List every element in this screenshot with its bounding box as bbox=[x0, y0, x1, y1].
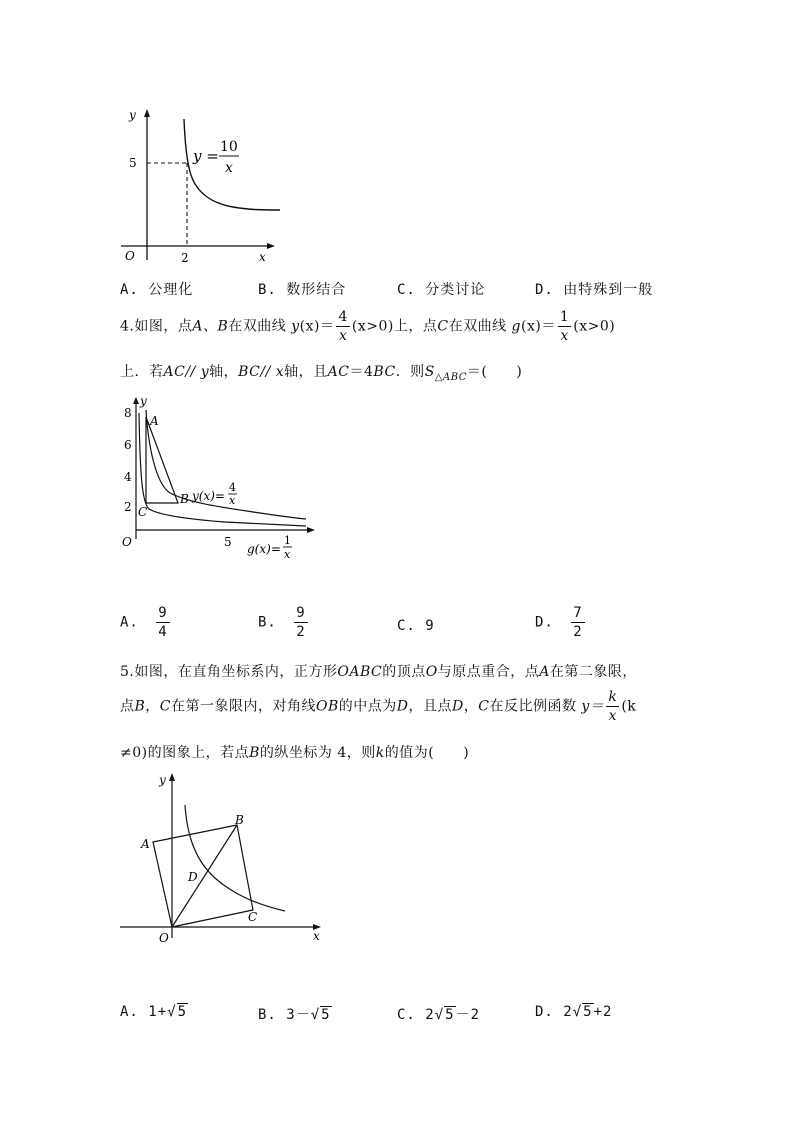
point-d-label: D bbox=[188, 870, 198, 884]
figure-hyperbola-10-over-x bbox=[115, 105, 290, 265]
q5-line-1: 5.如图，在直角坐标系内，正方形OABC的顶点O与原点重合，点A在第二象限， bbox=[120, 664, 637, 680]
y-axis-label: y bbox=[129, 108, 136, 122]
q5-line-3: ≠0)的图象上，若点B的纵坐标为 4，则k的值为( ) bbox=[120, 745, 470, 761]
fraction-1-over-x: $\frac{1}{x}$ bbox=[559, 309, 570, 344]
y-tick-4: 4 bbox=[124, 470, 132, 484]
q4-option-d[interactable]: D. $\frac{7}{2}$ bbox=[535, 605, 583, 640]
x-axis-label: x bbox=[259, 250, 266, 264]
point-o-label: O bbox=[159, 931, 169, 945]
point-a-label: A bbox=[141, 837, 150, 851]
curve-label-g-den: x bbox=[284, 548, 291, 561]
q5-option-d[interactable]: D. 2√5+2 bbox=[535, 1004, 613, 1020]
q5-option-b[interactable]: B. 3－√5 bbox=[258, 1007, 331, 1023]
point-b-label: B bbox=[180, 492, 189, 506]
origin-label: O bbox=[125, 249, 135, 263]
q4-option-c[interactable]: C. 9 bbox=[397, 618, 435, 634]
q5-option-c[interactable]: C. 2√5－2 bbox=[397, 1007, 481, 1023]
q3-option-c[interactable]: C. 分类讨论 bbox=[397, 282, 486, 298]
y-tick-8: 8 bbox=[124, 406, 132, 420]
q3-option-b[interactable]: B. 数形结合 bbox=[258, 282, 347, 298]
q4-line-1: 4.如图，点A、B在双曲线 y(x)＝ $\frac{4}{x}$ (x>0)上，点C在双曲线 g(x)＝ $\frac{1}{x}$ (x>0) bbox=[120, 309, 616, 344]
point-a-label: A bbox=[150, 414, 159, 428]
y-tick-5: 5 bbox=[129, 156, 137, 170]
y-axis-label: y bbox=[159, 773, 166, 787]
y-tick-6: 6 bbox=[124, 438, 132, 452]
curve-label-y-den: x bbox=[229, 494, 236, 507]
fraction-k-over-x: $\frac{k}{x}$ bbox=[608, 689, 618, 724]
q4-line-2: 上．若AC// y轴，BC// x轴，且AC＝4BC．则$S_{\triangle ABC}=$( ) bbox=[120, 364, 523, 383]
curve-label-y-num: 4 bbox=[229, 481, 236, 494]
curve-label-y: y(x)= bbox=[192, 489, 225, 503]
equation-lhs: y = bbox=[193, 147, 219, 165]
equation-denominator: x bbox=[225, 160, 233, 176]
equation-numerator: 10 bbox=[220, 139, 238, 155]
figure-square-oabc bbox=[115, 770, 330, 945]
point-b-label: B bbox=[235, 813, 244, 827]
curve-label-g: g(x)= bbox=[247, 542, 281, 556]
y-tick-2: 2 bbox=[124, 500, 132, 514]
q5-line-2: 点B，C在第一象限内，对角线OB的中点为D，且点D，C在反比例函数 y＝ $\frac{k}{x}$ (k bbox=[120, 689, 637, 724]
q5-option-a[interactable]: A. 1+√5 bbox=[120, 1004, 188, 1020]
origin-label: O bbox=[122, 535, 132, 549]
x-tick-2: 2 bbox=[181, 251, 189, 265]
q3-option-d[interactable]: D. 由特殊到一般 bbox=[535, 282, 654, 298]
curve-label-g-num: 1 bbox=[284, 534, 291, 547]
x-axis-label: x bbox=[313, 929, 320, 943]
point-c-label: C bbox=[138, 505, 148, 519]
fraction-4-over-x: $\frac{4}{x}$ bbox=[338, 309, 348, 344]
y-axis-label: y bbox=[140, 394, 147, 408]
point-c-label: C bbox=[248, 910, 258, 924]
q4-option-b[interactable]: B. $\frac{9}{2}$ bbox=[258, 605, 306, 640]
q4-option-a[interactable]: A. $\frac{9}{4}$ bbox=[120, 605, 168, 640]
q3-option-a[interactable]: A. 公理化 bbox=[120, 282, 194, 298]
x-tick-5: 5 bbox=[224, 535, 232, 549]
figure-triangle-abc-hyperbolas bbox=[115, 393, 315, 563]
